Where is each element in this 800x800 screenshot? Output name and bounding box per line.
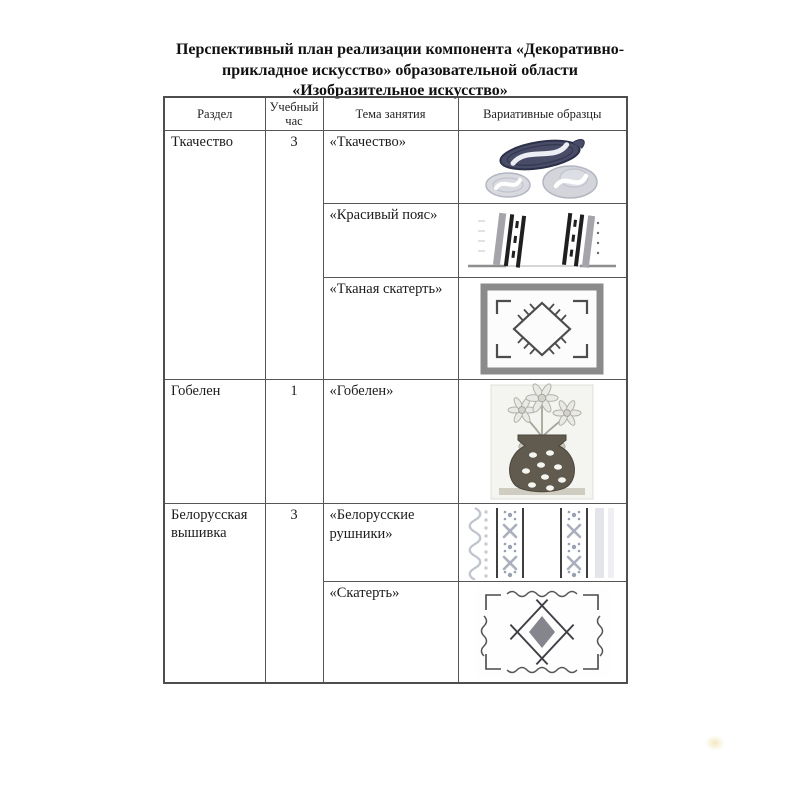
document-title xyxy=(0,40,800,102)
cell-sample xyxy=(458,131,627,204)
cell-sample xyxy=(458,380,627,504)
header-topic: Тема занятия xyxy=(323,97,458,131)
cell-sample xyxy=(458,504,627,582)
cell-topic: «Скатерть» xyxy=(323,582,458,683)
cell-razdel-gobelen: Гобелен xyxy=(164,380,265,504)
table-row xyxy=(164,380,627,504)
embroidered-tablecloth-illustration xyxy=(473,585,611,679)
cell-hours-gobelen: 1 xyxy=(265,380,323,504)
cell-sample xyxy=(458,204,627,278)
header-samples: Вариативные образцы xyxy=(458,97,627,131)
table-row xyxy=(164,131,627,204)
cell-topic: «Красивый пояс» xyxy=(323,204,458,278)
woven-belts-illustration xyxy=(462,209,622,273)
embroidered-towels-illustration xyxy=(461,506,623,580)
cell-topic: «Белорусские рушники» xyxy=(323,504,458,582)
cell-topic: «Ткачество» xyxy=(323,131,458,204)
cell-sample xyxy=(458,278,627,380)
cell-hours-tkachestvo: 3 xyxy=(265,131,323,380)
yarn-skeins-illustration xyxy=(462,134,622,200)
woven-tablecloth-illustration xyxy=(475,281,609,377)
title-line-3: «Изобразительное искусство» xyxy=(292,82,508,99)
header-razdel: Раздел xyxy=(164,97,265,131)
cell-razdel-tkachestvo: Ткачество xyxy=(164,131,265,380)
title-line-1: Перспективный план реализации компонента «Декоративно- xyxy=(175,41,625,58)
cell-sample xyxy=(458,582,627,683)
lesson-plan-table xyxy=(163,96,628,684)
cell-razdel-vyshivka: Белорусская вышивка xyxy=(164,504,265,683)
header-row xyxy=(164,97,627,131)
title-line-2: прикладное искусство» образовательной области xyxy=(221,61,578,79)
cell-topic: «Гобелен» xyxy=(323,380,458,504)
cell-topic: «Тканая скатерть» xyxy=(323,278,458,380)
table-row xyxy=(164,504,627,582)
tapestry-vase-flowers-illustration xyxy=(489,383,595,501)
cell-hours-vyshivka: 3 xyxy=(265,504,323,683)
scan-artifact xyxy=(705,735,725,751)
header-hours: Учебный час xyxy=(265,97,323,131)
